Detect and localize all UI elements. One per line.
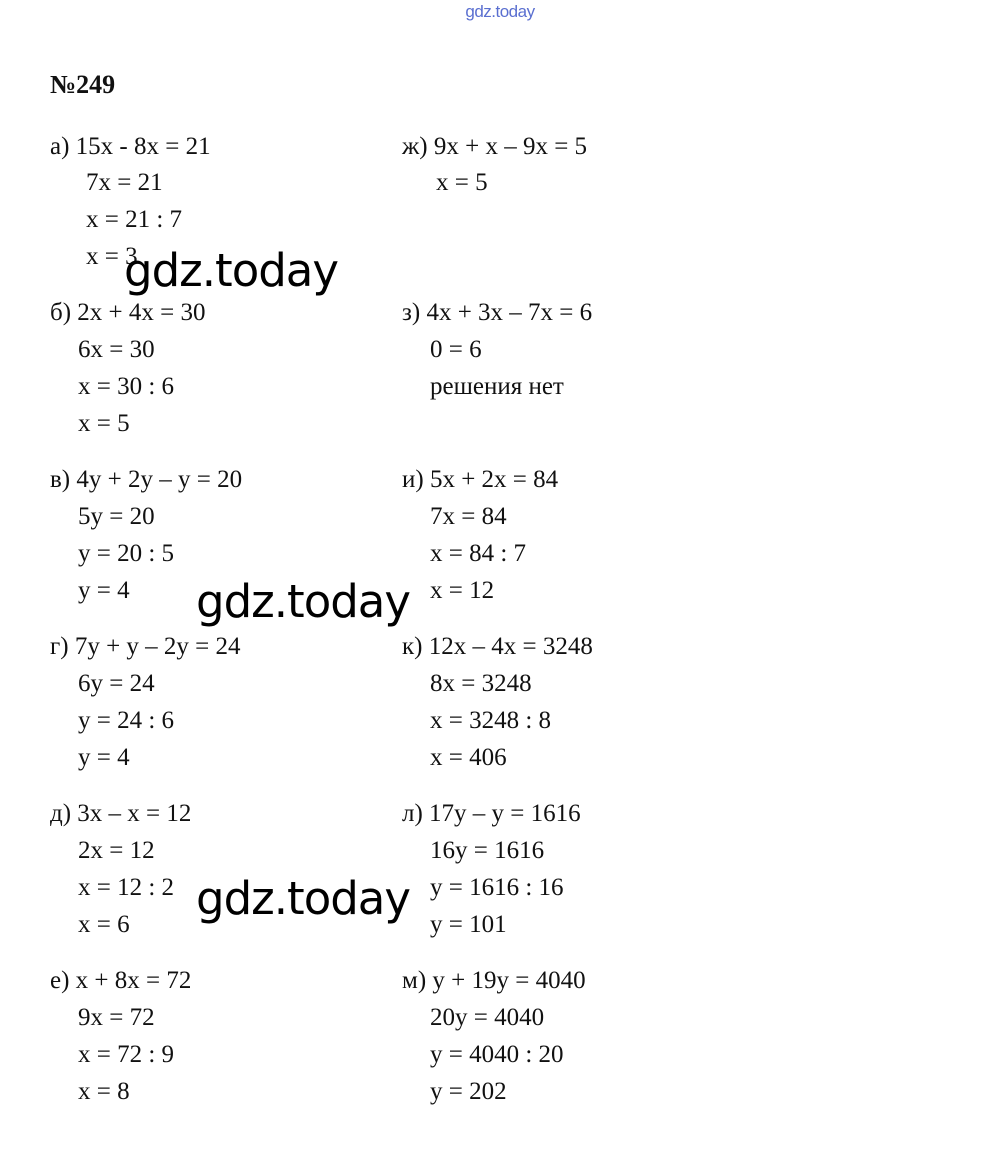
equation-line: x = 406 [430,744,507,771]
equation-line: y = 4040 : 20 [430,1041,564,1068]
watermark: gdz.today [124,244,339,297]
equation-line: x = 3 [86,243,138,270]
equation-line: 20y = 4040 [430,1004,545,1031]
watermark: gdz.today [196,575,411,628]
equation-line: 0 = 6 [430,336,482,363]
equation-line: x = 12 : 2 [78,874,175,901]
site-link[interactable]: gdz.today [465,2,535,21]
equation-line: x = 5 [436,169,488,196]
equation-line: м) y + 19y = 4040 [402,967,586,994]
equation-line: 6x = 30 [78,336,155,363]
equation-line: решения нет [430,373,564,400]
equation-line: y = 4 [78,577,130,604]
equation-line: y = 202 [430,1078,507,1105]
equation-line: б) 2x + 4x = 30 [50,299,206,326]
equation-line: в) 4y + 2y – y = 20 [50,466,243,493]
equation-line: ж) 9x + x – 9x = 5 [402,133,588,160]
equation-line: 16y = 1616 [430,837,545,864]
equation-line: г) 7y + y – 2y = 24 [50,633,241,660]
equation-line: к) 12x – 4x = 3248 [402,633,593,660]
equation-line: x = 21 : 7 [86,206,183,233]
equation-line: x = 12 [430,577,495,604]
equation-line: 7x = 84 [430,503,507,530]
watermark: gdz.today [196,872,411,925]
equation-line: 9x = 72 [78,1004,155,1031]
equation-line: 6y = 24 [78,670,155,697]
equation-line: з) 4x + 3x – 7x = 6 [402,299,593,326]
equation-line: 8x = 3248 [430,670,532,697]
equation-line: y = 20 : 5 [78,540,175,567]
equation-line: x = 72 : 9 [78,1041,175,1068]
equation-line: 7x = 21 [86,169,163,196]
equation-line: x = 6 [78,911,130,938]
equation-line: x = 5 [78,410,130,437]
equation-line: л) 17y – y = 1616 [402,800,581,827]
equation-line: y = 24 : 6 [78,707,175,734]
equation-line: y = 4 [78,744,130,771]
problem-number: №249 [50,70,116,99]
equation-line: x = 3248 : 8 [430,707,552,734]
equation-line: y = 1616 : 16 [430,874,564,901]
equation-line: 5y = 20 [78,503,155,530]
equation-line: y = 101 [430,911,507,938]
equation-line: x = 30 : 6 [78,373,175,400]
equation-line: x = 84 : 7 [430,540,527,567]
equation-line: 2x = 12 [78,837,155,864]
equation-line: и) 5x + 2x = 84 [402,466,559,493]
equation-line: x = 8 [78,1078,130,1105]
equation-line: а) 15x - 8x = 21 [50,133,211,160]
equation-line: д) 3x – x = 12 [50,800,192,827]
equation-line: е) x + 8x = 72 [50,967,192,994]
